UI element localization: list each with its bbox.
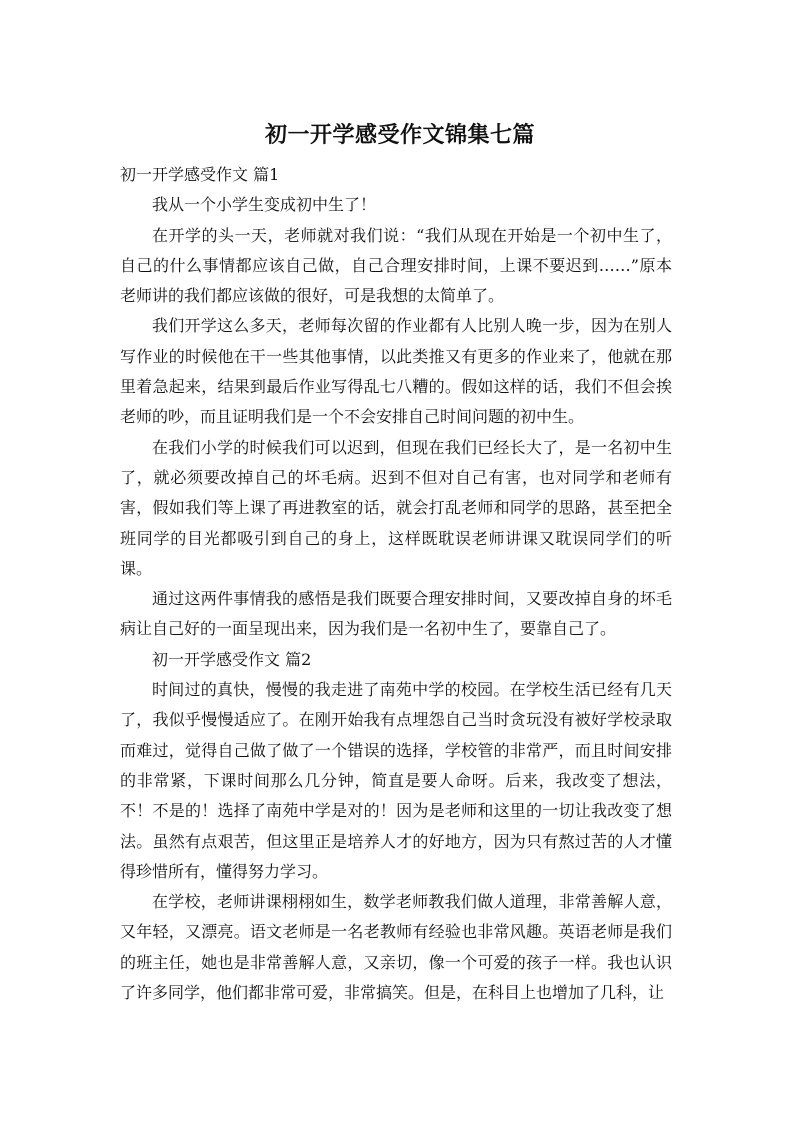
section-heading-1: 初一开学感受作文 篇1 bbox=[120, 165, 280, 184]
paragraph: 在我们小学的时候我们可以迟到，但现在我们已经长大了，是一名初中生了，就必须要改掉自己的坏毛病。迟到不但对自己有害，也对同学和老师有害，假如我们等上课了再进教室的话，就会打乱老师和同学的思路，甚至把全班同学的目光都吸引到自己的身上，这样既耽误老师讲课又耽误同学们的听课。 bbox=[120, 437, 672, 578]
paragraph: 我从一个小学生变成初中生了！ bbox=[152, 195, 377, 215]
document-body bbox=[120, 160, 672, 1008]
paragraph: 我们开学这么多天，老师每次留的作业都有人比别人晚一步，因为在别人写作业的时候他在干一些其他事情，以此类推又有更多的作业来了，他就在那里着急起来，结果到最后作业写得乱七八糟的。假如这样的话，我们不但会挨老师的吵，而且证明我们是一个不会安排自己时间问题的初中生。 bbox=[120, 316, 672, 427]
paragraph: 在学校，老师讲课栩栩如生，数学老师教我们做人道理，非常善解人意，又年轻，又漂亮。语文老师是一名老教师有经验也非常风趣。英语老师是我们的班主任，她也是非常善解人意，又亲切，像一个可爱的孩子一样。我也认识了许多同学，他们都非常可爱，非常搞笑。但是，在科目上也增加了几科，让 bbox=[120, 892, 672, 1003]
section-heading-2: 初一开学感受作文 篇2 bbox=[152, 649, 312, 669]
paragraph: 通过这两件事情我的感悟是我们既要合理安排时间，又要改掉自身的坏毛病让自己好的一面呈现出来，因为我们是一名初中生了，要靠自己了。 bbox=[120, 589, 672, 639]
paragraph: 时间过的真快，慢慢的我走进了南苑中学的校园。在学校生活已经有几天了，我似乎慢慢适应了。在刚开始我有点埋怨自己当时贪玩没有被好学校录取而难过，觉得自己做了做了一个错误的选择，学校管的非常严，而且时间安排的非常紧，下课时间那么几分钟，简直是要人命呀。后来，我改变了想法，不！不是的！选择了南苑中学是对的！因为是老师和这里的一切让我改变了想法。虽然有点艰苦，但这里正是培养人才的好地方，因为只有熬过苦的人才懂得珍惜所有，懂得努力学习。 bbox=[120, 680, 672, 881]
paragraph: 在开学的头一天，老师就对我们说：“我们从现在开始是一个初中生了，自己的什么事情都应该自己做，自己合理安排时间，上课不要迟到……”原本老师讲的我们都应该做的很好，可是我想的太简单了。 bbox=[120, 225, 672, 306]
document-title: 初一开学感受作文锦集七篇 bbox=[264, 123, 535, 148]
